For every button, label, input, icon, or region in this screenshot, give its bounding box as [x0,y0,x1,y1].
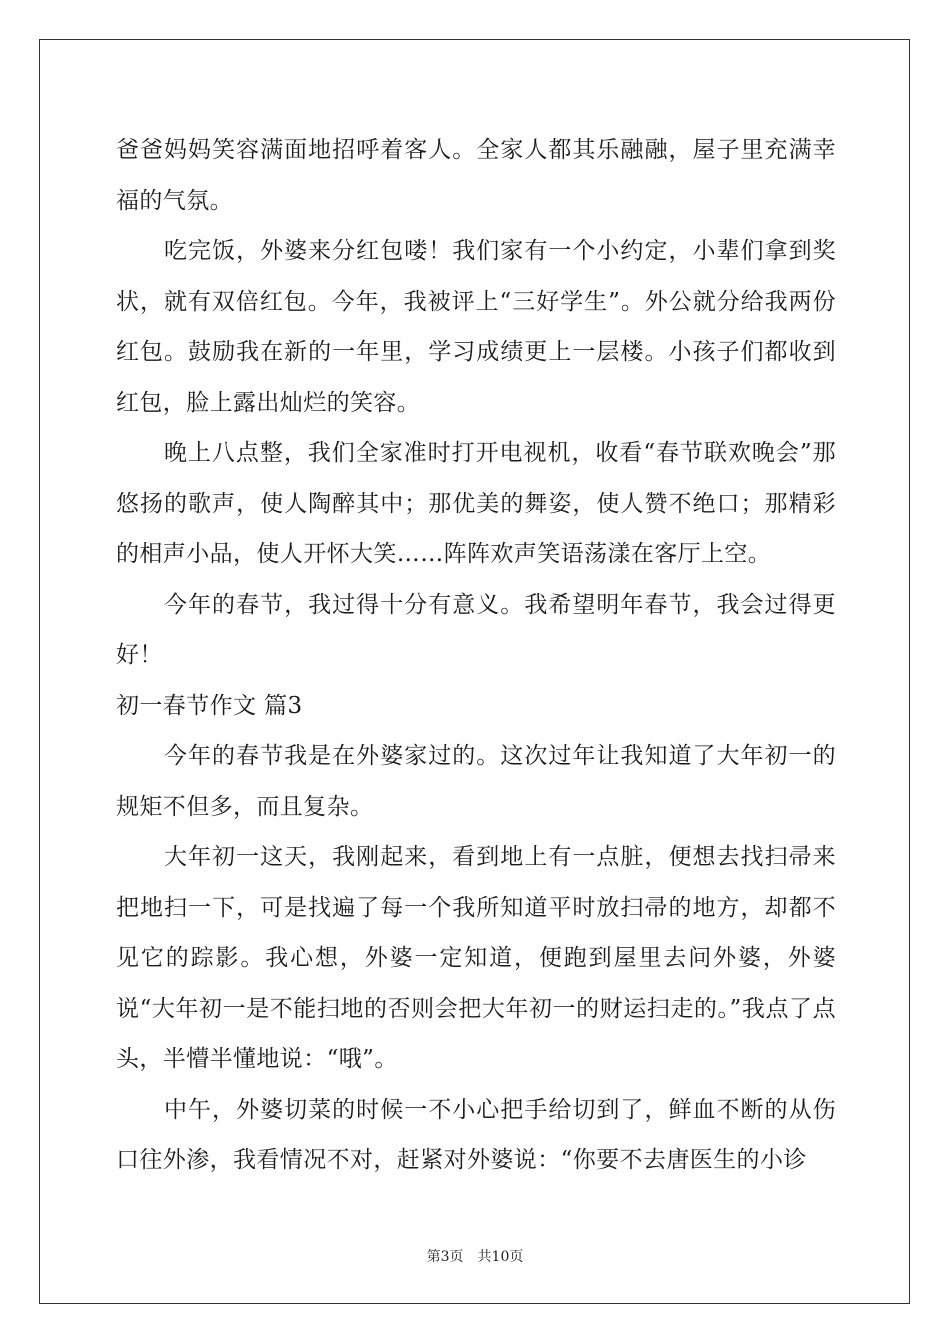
section-heading: 初一春节作文 篇3 [116,692,303,719]
paragraph-intro: 今年的春节我是在外婆家过的。这次过年让我知道了大年初一的规矩不但多，而且复杂。 [116,743,836,820]
document-body [116,125,836,1186]
paragraph-conclusion: 今年的春节，我过得十分有意义。我希望明年春节，我会过得更好！ [116,591,836,668]
page-total: 共10页 [477,1249,524,1265]
paragraph-continuation: 爸爸妈妈笑容满面地招呼着客人。全家人都其乐融融，屋子里充满幸福的气氛。 [116,137,836,214]
page-footer [0,1246,950,1266]
paragraph-sweeping: 大年初一这天，我刚起来，看到地上有一点脏，便想去找扫帚来把地扫一下，可是找遍了每一个我所知道平时放扫帚的地方，却都不见它的踪影。我心想，外婆一定知道，便跑到屋里去问外婆，外婆说“大年初一是不能扫地的否则会把大年初一的财运扫走的。”我点了点头，半懵半懂地说：“哦”。 [116,844,836,1072]
page-number: 第3页 [426,1249,464,1265]
paragraph-gala: 晚上八点整，我们全家准时打开电视机，收看“春节联欢晚会”那悠扬的歌声，使人陶醉其中；那优美的舞姿，使人赞不绝口；那精彩的相声小品，使人开怀大笑……阵阵欢声笑语荡漾在客厅上空。 [116,440,836,567]
paragraph-noon: 中午，外婆切菜的时候一不小心把手给切到了，鲜血不断的从伤口往外渗，我看情况不对，赶紧对外婆说：“你要不去唐医生的小诊 [116,1096,836,1173]
paragraph-red-envelope: 吃完饭，外婆来分红包喽！我们家有一个小约定，小辈们拿到奖状，就有双倍红包。今年，我被评上“三好学生”。外公就分给我两份红包。鼓励我在新的一年里，学习成绩更上一层楼。小孩子们都收到红包，脸上露出灿烂的笑容。 [116,238,836,416]
